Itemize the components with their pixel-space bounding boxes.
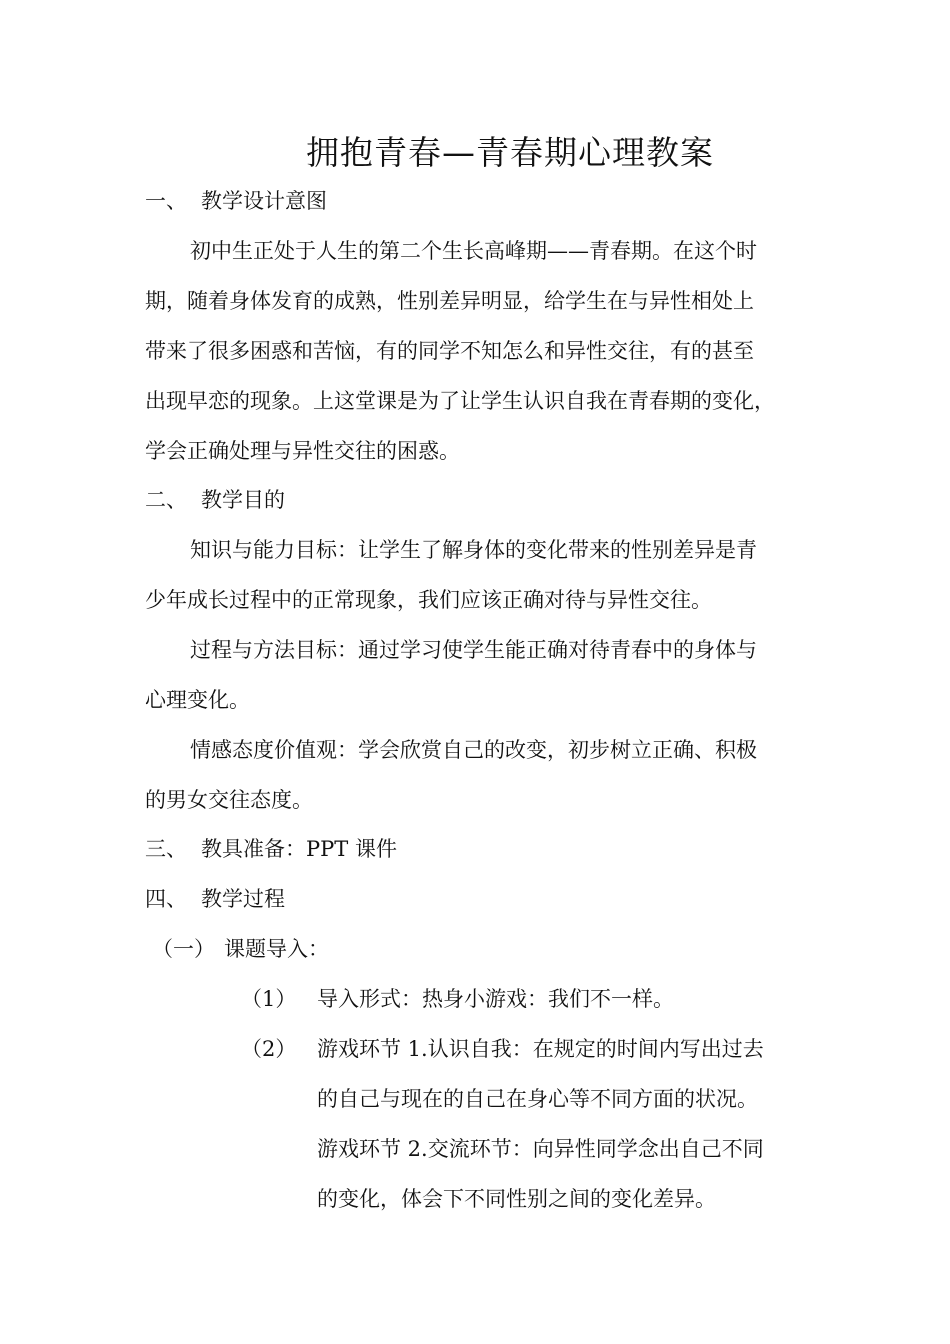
paragraph-line: 出现早恋的现象。上这堂课是为了让学生认识自我在青春期的变化， bbox=[145, 389, 775, 413]
list-item-text: 游戏环节 2.交流环节：向异性同学念出自己不同 bbox=[317, 1137, 764, 1161]
section-title: 教学目的 bbox=[201, 488, 285, 512]
section-number: 二、 bbox=[145, 488, 187, 512]
list-item-number: （2） bbox=[241, 1037, 297, 1061]
list-item-1 bbox=[241, 985, 901, 1013]
list-item-text: 游戏环节 1.认识自我：在规定的时间内写出过去 bbox=[317, 1037, 764, 1061]
goal-line: 知识与能力目标：让学生了解身体的变化带来的性别差异是青 bbox=[190, 538, 757, 562]
section-number: 一、 bbox=[145, 189, 187, 213]
goal-line: 心理变化。 bbox=[145, 688, 250, 712]
section-heading-3 bbox=[145, 835, 805, 863]
section-number: 三、 bbox=[145, 837, 187, 861]
paragraph-line: 学会正确处理与异性交往的困惑。 bbox=[145, 439, 460, 463]
section-number: 四、 bbox=[145, 887, 187, 911]
subsection-title: 课题导入： bbox=[224, 937, 329, 961]
section-title: 教学过程 bbox=[201, 887, 285, 911]
paragraph-line: 期，随着身体发育的成熟，性别差异明显，给学生在与异性相处上 bbox=[145, 289, 754, 313]
section-title: 教具准备：PPT 课件 bbox=[201, 837, 397, 861]
list-item-text: 的自己与现在的自己在身心等不同方面的状况。 bbox=[317, 1087, 758, 1111]
goal-line: 过程与方法目标：通过学习使学生能正确对待青春中的身体与 bbox=[190, 638, 757, 662]
list-item-number: （1） bbox=[241, 987, 297, 1011]
section-heading-4 bbox=[145, 885, 805, 913]
document-title: 拥抱青春—青春期心理教案 bbox=[306, 133, 714, 172]
subsection-heading bbox=[152, 935, 812, 963]
goal-line: 少年成长过程中的正常现象，我们应该正确对待与异性交往。 bbox=[145, 588, 712, 612]
section-heading-1 bbox=[145, 187, 805, 215]
goal-line: 情感态度价值观：学会欣赏自己的改变，初步树立正确、积极 bbox=[190, 738, 757, 762]
section-title: 教学设计意图 bbox=[201, 189, 327, 213]
section-heading-2 bbox=[145, 486, 805, 514]
paragraph-line: 带来了很多困惑和苦恼，有的同学不知怎么和异性交往，有的甚至 bbox=[145, 339, 754, 363]
paragraph-line: 初中生正处于人生的第二个生长高峰期——青春期。在这个时 bbox=[190, 239, 757, 263]
goal-line: 的男女交往态度。 bbox=[145, 788, 313, 812]
list-item-2 bbox=[241, 1035, 901, 1063]
list-item-text: 导入形式：热身小游戏：我们不一样。 bbox=[317, 987, 674, 1011]
subsection-number: （一） bbox=[152, 937, 215, 961]
list-item-text: 的变化，体会下不同性别之间的变化差异。 bbox=[317, 1187, 716, 1211]
